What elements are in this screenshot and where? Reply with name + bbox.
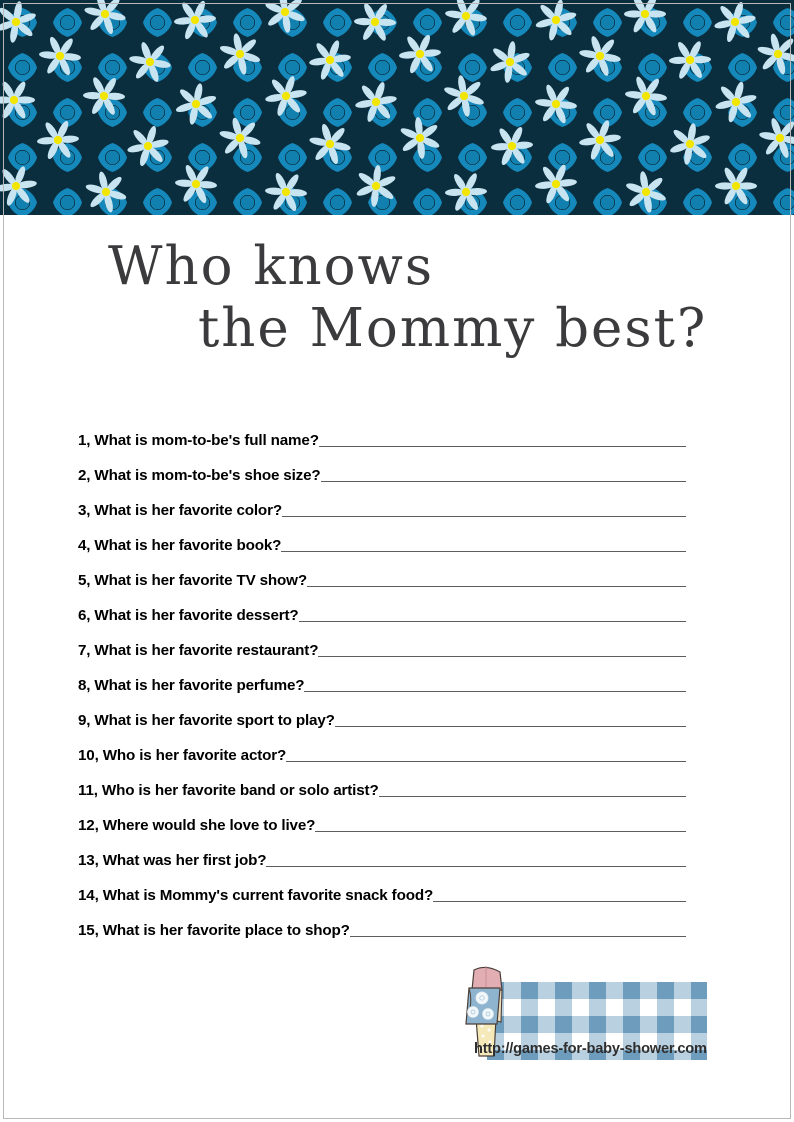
question-row [78, 735, 690, 770]
question-inner [78, 642, 686, 659]
answer-line[interactable] [319, 446, 686, 447]
question-text: 6, What is her favorite dessert? [78, 607, 299, 624]
question-row [78, 595, 690, 630]
answer-line[interactable] [315, 831, 686, 832]
question-inner [78, 572, 686, 589]
question-text: 4, What is her favorite book? [78, 537, 282, 554]
answer-line[interactable] [335, 726, 686, 727]
floral-lattice-pattern-graphic [0, 0, 794, 215]
header-pattern-band [0, 0, 794, 215]
question-text: 1, What is mom-to-be's full name? [78, 432, 319, 449]
question-text: 14, What is Mommy's current favorite snack food? [78, 887, 434, 904]
question-text: 5, What is her favorite TV show? [78, 572, 307, 589]
question-inner [78, 922, 686, 939]
question-row [78, 665, 690, 700]
question-inner [78, 677, 686, 694]
question-text: 13, What was her first job? [78, 852, 267, 869]
answer-line[interactable] [266, 866, 686, 867]
question-text: 9, What is her favorite sport to play? [78, 712, 335, 729]
question-text: 8, What is her favorite perfume? [78, 677, 305, 694]
question-row [78, 805, 690, 840]
question-inner [78, 607, 686, 624]
question-row [78, 910, 690, 945]
answer-line[interactable] [307, 586, 686, 587]
question-inner [78, 537, 686, 554]
question-inner [78, 817, 686, 834]
answer-line[interactable] [318, 656, 686, 657]
question-text: 2, What is mom-to-be's shoe size? [78, 467, 321, 484]
question-text: 11, Who is her favorite band or solo artist? [78, 782, 379, 799]
question-row [78, 770, 690, 805]
answer-line[interactable] [379, 796, 686, 797]
title-line-1: Who knows [108, 236, 435, 297]
question-text: 15, What is her favorite place to shop? [78, 922, 350, 939]
question-text: 3, What is her favorite color? [78, 502, 282, 519]
question-inner [78, 502, 686, 519]
answer-line[interactable] [321, 481, 686, 482]
question-row [78, 560, 690, 595]
question-row [78, 840, 690, 875]
question-text: 10, Who is her favorite actor? [78, 747, 287, 764]
question-row [78, 525, 690, 560]
answer-line[interactable] [350, 936, 686, 937]
answer-line[interactable] [304, 691, 686, 692]
question-row [78, 630, 690, 665]
question-text: 12, Where would she love to live? [78, 817, 316, 834]
question-inner [78, 782, 686, 799]
website-url[interactable]: http://games-for-baby-shower.com [474, 1041, 707, 1057]
question-row [78, 490, 690, 525]
question-inner [78, 712, 686, 729]
answer-line[interactable] [299, 621, 686, 622]
question-row [78, 455, 690, 490]
question-inner [78, 887, 686, 904]
question-row [78, 875, 690, 910]
answer-line[interactable] [286, 761, 686, 762]
answer-line[interactable] [281, 551, 686, 552]
question-row [78, 700, 690, 735]
question-text: 7, What is her favorite restaurant? [78, 642, 319, 659]
question-inner [78, 852, 686, 869]
question-inner [78, 432, 686, 449]
title-line-2: the Mommy best? [198, 298, 708, 359]
question-list [78, 420, 690, 945]
question-inner [78, 467, 686, 484]
answer-line[interactable] [282, 516, 686, 517]
question-inner [78, 747, 686, 764]
question-row [78, 420, 690, 455]
page-title [0, 236, 794, 360]
answer-line[interactable] [433, 901, 686, 902]
